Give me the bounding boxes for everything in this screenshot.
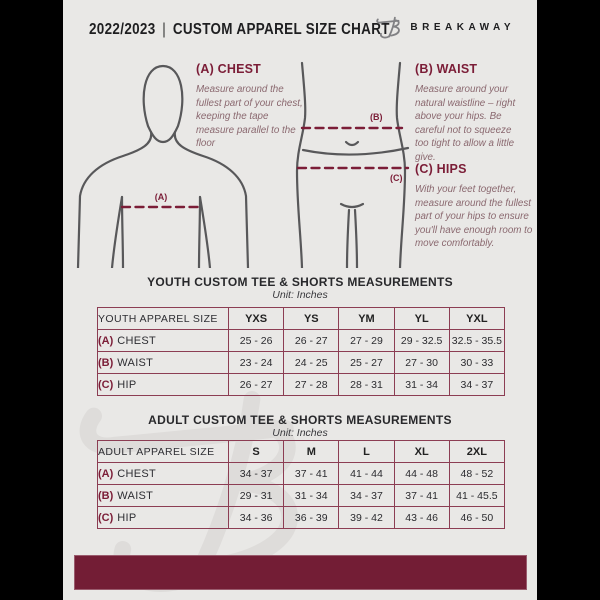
size-column-header: 2XL	[449, 441, 504, 463]
row-marker-key: (B)	[98, 356, 114, 369]
row-label: WAIST	[117, 489, 154, 502]
chest-marker-label: (A)	[154, 192, 168, 202]
measurement-value: 28 - 31	[339, 374, 394, 396]
hip-marker-label: (C)	[390, 173, 403, 183]
row-label: WAIST	[117, 356, 154, 369]
size-table-header-row	[98, 308, 505, 330]
measurement-value: 39 - 42	[339, 507, 394, 529]
measurement-row	[98, 374, 505, 396]
measurement-value: 25 - 26	[229, 330, 284, 352]
size-table-corner-cell: YOUTH APPAREL SIZE	[98, 308, 229, 330]
youth-unit-label: Unit: Inches	[272, 289, 328, 301]
row-label: CHEST	[117, 467, 157, 480]
measurement-row	[98, 330, 505, 352]
row-marker-key: (B)	[98, 489, 114, 502]
measurement-value: 31 - 34	[284, 485, 339, 507]
measurement-value: 26 - 27	[229, 374, 284, 396]
row-label-cell	[98, 485, 229, 507]
measurement-value: 27 - 30	[394, 352, 449, 374]
row-label: HIP	[117, 378, 137, 391]
measurement-value: 29 - 32.5	[394, 330, 449, 352]
waist-instruction	[415, 62, 527, 164]
measurement-row	[98, 463, 505, 485]
page-title	[89, 21, 390, 39]
chest-instruction-text: Measure around the fullest part of your chest, keeping the tape measure parallel to the floor	[196, 84, 303, 150]
measurement-value: 32.5 - 35.5	[449, 330, 504, 352]
measurement-value: 24 - 25	[284, 352, 339, 374]
brand-name: BREAKAWAY	[410, 22, 515, 33]
hips-instruction-label: (C) HIPS	[415, 162, 467, 176]
waist-marker-label: (B)	[370, 112, 383, 122]
row-label: HIP	[117, 511, 137, 524]
size-column-header: M	[284, 441, 339, 463]
row-label-cell	[98, 352, 229, 374]
measurement-value: 25 - 27	[339, 352, 394, 374]
measurement-value: 46 - 50	[449, 507, 504, 529]
measurement-value: 37 - 41	[394, 485, 449, 507]
row-marker-key: (A)	[98, 334, 114, 347]
size-chart-page	[63, 0, 537, 600]
chest-instruction	[196, 62, 306, 151]
size-table-corner-cell: ADULT APPAREL SIZE	[98, 441, 229, 463]
measurement-value: 27 - 28	[284, 374, 339, 396]
measurement-value: 27 - 29	[339, 330, 394, 352]
measurement-value: 31 - 34	[394, 374, 449, 396]
measurement-value: 44 - 48	[394, 463, 449, 485]
row-label-cell	[98, 463, 229, 485]
youth-size-table	[97, 307, 505, 396]
size-column-header: YM	[339, 308, 394, 330]
measurement-value: 48 - 52	[449, 463, 504, 485]
waist-instruction-label: (B) WAIST	[415, 62, 478, 76]
measurement-value: 34 - 37	[449, 374, 504, 396]
breakaway-b-logo-icon	[376, 14, 403, 41]
measurement-value: 34 - 36	[229, 507, 284, 529]
row-label-cell	[98, 374, 229, 396]
title-separator: |	[162, 21, 167, 38]
adult-size-table	[97, 440, 505, 529]
size-column-header: YS	[284, 308, 339, 330]
row-marker-key: (C)	[98, 378, 114, 391]
hips-outline-figure	[289, 56, 413, 268]
measurement-value: 37 - 41	[284, 463, 339, 485]
youth-section-title: YOUTH CUSTOM TEE & SHORTS MEASUREMENTS	[147, 275, 453, 289]
size-table	[97, 440, 505, 529]
row-marker-key: (A)	[98, 467, 114, 480]
size-table-header-row	[98, 441, 505, 463]
size-column-header: L	[339, 441, 394, 463]
hips-instruction-text: With your feet together, measure around the fullest part of your hips to ensure you'll have enough room to move comfortably.	[415, 184, 533, 250]
measurement-value: 29 - 31	[229, 485, 284, 507]
size-column-header: S	[229, 441, 284, 463]
measurement-value: 41 - 44	[339, 463, 394, 485]
row-label-cell	[98, 330, 229, 352]
measurement-value: 36 - 39	[284, 507, 339, 529]
row-label-cell	[98, 507, 229, 529]
measurement-row	[98, 485, 505, 507]
title-year: 2022/2023	[89, 21, 156, 38]
measurement-row	[98, 507, 505, 529]
size-column-header: XL	[394, 441, 449, 463]
title-text: CUSTOM APPAREL SIZE CHART	[172, 21, 390, 38]
measurement-row	[98, 352, 505, 374]
measurement-value: 30 - 33	[449, 352, 504, 374]
row-marker-key: (C)	[98, 511, 114, 524]
waist-instruction-text: Measure around your natural waistline – right above your hips. Be careful not to squeeze too tight to allow a little give.	[415, 84, 516, 163]
measurement-value: 43 - 46	[394, 507, 449, 529]
measurement-value: 26 - 27	[284, 330, 339, 352]
hips-instruction	[415, 162, 533, 251]
footer-accent-bar	[74, 555, 527, 590]
size-column-header: YXL	[449, 308, 504, 330]
size-column-header: YL	[394, 308, 449, 330]
measurement-value: 41 - 45.5	[449, 485, 504, 507]
adult-unit-label: Unit: Inches	[272, 427, 328, 439]
row-label: CHEST	[117, 334, 157, 347]
adult-section-title: ADULT CUSTOM TEE & SHORTS MEASUREMENTS	[148, 413, 452, 427]
size-column-header: YXS	[229, 308, 284, 330]
measurement-value: 34 - 37	[229, 463, 284, 485]
brand-lockup	[376, 14, 515, 41]
chest-instruction-label: (A) CHEST	[196, 62, 261, 76]
measurement-value: 23 - 24	[229, 352, 284, 374]
size-table	[97, 307, 505, 396]
measurement-value: 34 - 37	[339, 485, 394, 507]
